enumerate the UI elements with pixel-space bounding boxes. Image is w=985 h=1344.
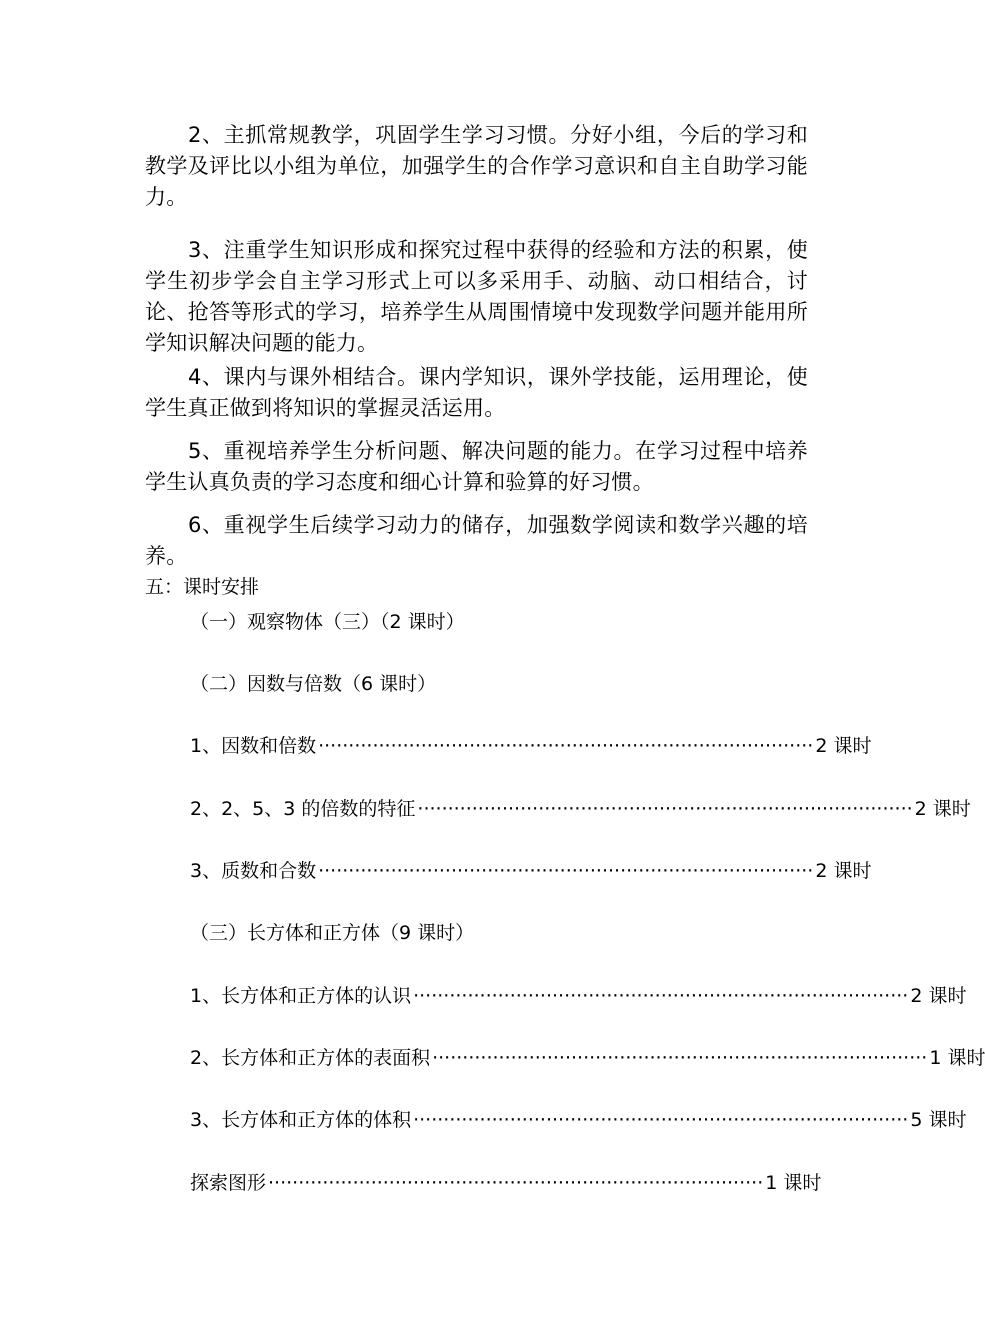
toc-hours: 2 课时 (914, 798, 971, 820)
toc-entry (190, 1106, 967, 1134)
toc-title: 3、质数和合数 (190, 860, 317, 882)
toc-entry (190, 857, 872, 885)
paragraph-4: 4、课内与课外相结合。课内学知识，课外学技能，运用理论，使学生真正做到将知识的掌握灵活运用。 (145, 365, 808, 420)
paragraph-6: 6、重视学生后续学习动力的储存，加强数学阅读和数学兴趣的培养。 (145, 513, 808, 568)
paragraph-3: 3、注重学生知识形成和探究过程中获得的经验和方法的积累，使学生初步学会自主学习形式上可以多采用手、动脑、动口相结合，讨论、抢答等形式的学习，培养学生从周围情境中发现数学问题并能用所学知识解决问题的能力。 (145, 238, 808, 355)
toc-title: 2、2、5、3 的倍数的特征 (190, 798, 416, 820)
toc-leader-dots: ·················································································· (413, 1109, 909, 1131)
toc-hours: 1 课时 (765, 1172, 822, 1194)
toc-title: 3、长方体和正方体的体积 (190, 1109, 412, 1131)
toc-leader-dots: ·················································································· (432, 1047, 928, 1069)
toc-hours: 2 课时 (910, 985, 967, 1007)
unit-heading-2: （二）因数与倍数（6 课时） (190, 673, 437, 695)
section-heading: 五：课时安排 (145, 576, 260, 598)
toc-leader-dots: ·················································································· (417, 798, 913, 820)
toc-title: 探索图形 (190, 1172, 267, 1194)
toc-hours: 5 课时 (910, 1109, 967, 1131)
toc-entry (190, 982, 967, 1010)
toc-leader-dots: ·················································································· (318, 860, 814, 882)
paragraph-2: 2、主抓常规教学，巩固学生学习习惯。分好小组，今后的学习和教学及评比以小组为单位，加强学生的合作学习意识和自主自助学习能力。 (145, 123, 808, 209)
paragraph-5: 5、重视培养学生分析问题、解决问题的能力。在学习过程中培养学生认真负责的学习态度和细心计算和验算的好习惯。 (145, 439, 808, 494)
toc-leader-dots: ·················································································· (413, 985, 909, 1007)
toc-entry (190, 1169, 822, 1197)
toc-hours: 2 课时 (815, 735, 872, 757)
toc-title: 1、因数和倍数 (190, 735, 317, 757)
toc-title: 2、长方体和正方体的表面积 (190, 1047, 431, 1069)
toc-entry (190, 732, 872, 760)
toc-hours: 2 课时 (815, 860, 872, 882)
toc-entry (190, 795, 971, 823)
toc-hours: 1 课时 (929, 1047, 985, 1069)
toc-title: 1、长方体和正方体的认识 (190, 985, 412, 1007)
toc-leader-dots: ·················································································· (268, 1172, 764, 1194)
toc-entry (190, 1044, 985, 1072)
unit-heading-1: （一）观察物体（三）（2 课时） (190, 611, 465, 633)
unit-heading-3: （三）长方体和正方体（9 课时） (190, 922, 475, 944)
toc-leader-dots: ·················································································· (318, 735, 814, 757)
